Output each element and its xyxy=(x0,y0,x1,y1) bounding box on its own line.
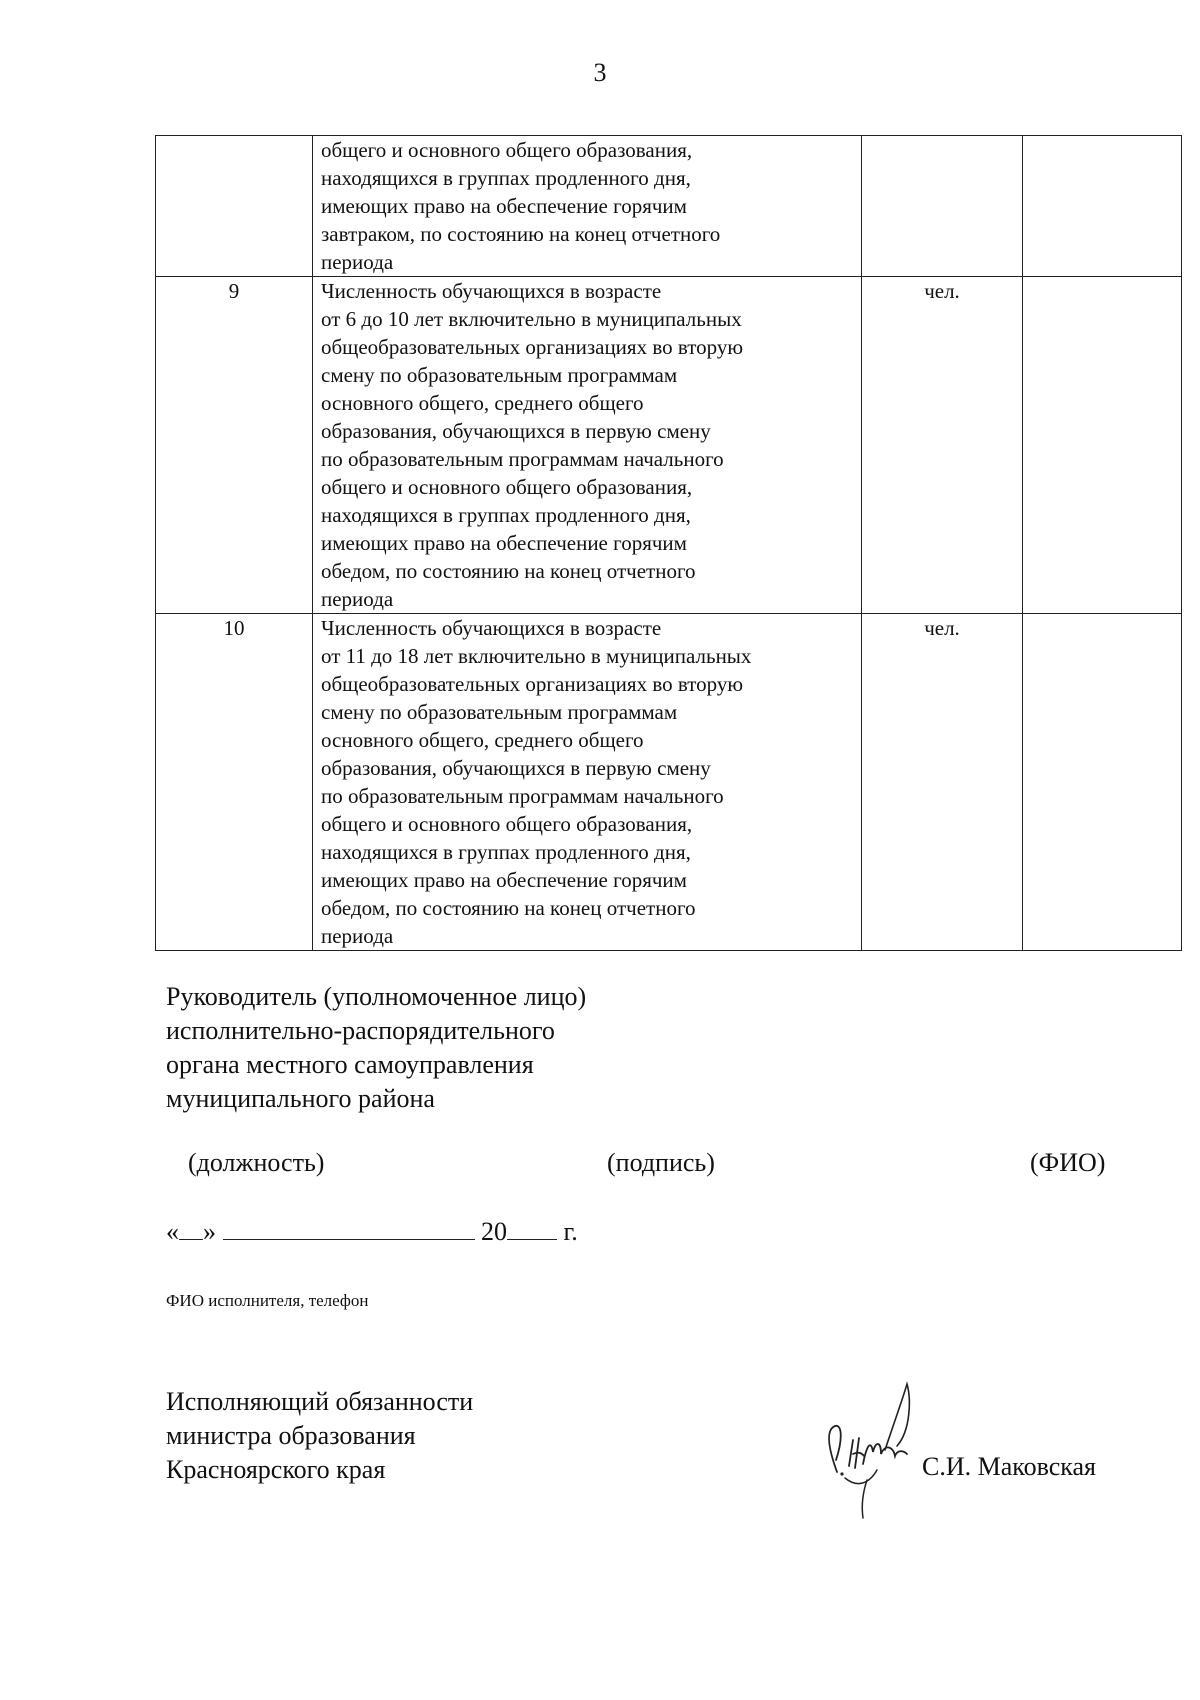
row-description: общего и основного общего образования, находящихся в группах продленного дня, имеющих право на обеспечение горячим завтраком, по состоянию на конец отчетного периода xyxy=(313,136,862,277)
row-value xyxy=(1023,136,1182,277)
page-number: 3 xyxy=(593,58,607,87)
row-description: Численность обучающихся в возрасте от 6 до 10 лет включительно в муниципальных общеобразовательных организациях во вторую смену по образовательным программам основного общего, среднего общего образования, обучающихся в первую смену по образовательным программам начального общего и основного общего образования, находящихся в группах продленного дня, имеющих право на обеспечение горячим обедом, по состоянию на конец отчетного периода xyxy=(313,277,862,614)
date-close-quote: » xyxy=(203,1217,216,1246)
table-row xyxy=(156,614,1182,951)
row-description: Численность обучающихся в возрасте от 11 до 18 лет включительно в муниципальных общеобразовательных организациях во вторую смену по образовательным программам основного общего, среднего общего образования, обучающихся в первую смену по образовательным программам начального общего и основного общего образования, находящихся в группах продленного дня, имеющих право на обеспечение горячим обедом, по состоянию на конец отчетного периода xyxy=(313,614,862,951)
handwritten-signature-icon xyxy=(815,1380,920,1520)
position-label: (должность) xyxy=(188,1148,325,1177)
row-number: 10 xyxy=(156,614,313,951)
row-number xyxy=(156,136,313,277)
day-blank xyxy=(179,1215,203,1240)
signature-label: (подпись) xyxy=(607,1148,715,1177)
row-value xyxy=(1023,277,1182,614)
year-blank xyxy=(507,1215,557,1240)
year-suffix: г. xyxy=(563,1217,578,1246)
month-blank xyxy=(223,1215,475,1240)
head-official-title: Руководитель (уполномоченное лицо) исполнительно-распорядительного органа местного самоуправления муниципального района xyxy=(166,982,587,1113)
table-row xyxy=(156,136,1182,277)
row-number: 9 xyxy=(156,277,313,614)
date-open-quote: « xyxy=(166,1217,179,1246)
report-table xyxy=(155,135,1182,951)
row-unit: чел. xyxy=(862,277,1023,614)
date-line xyxy=(166,1215,578,1247)
minister-name: С.И. Маковская xyxy=(922,1452,1096,1481)
row-unit: чел. xyxy=(862,614,1023,951)
row-unit xyxy=(862,136,1023,277)
executor-contact-label: ФИО исполнителя, телефон xyxy=(166,1291,369,1310)
minister-title: Исполняющий обязанности министра образования Красноярского края xyxy=(166,1387,474,1484)
row-value xyxy=(1023,614,1182,951)
table-row xyxy=(156,277,1182,614)
fio-label: (ФИО) xyxy=(1030,1148,1106,1177)
year-prefix: 20 xyxy=(481,1217,507,1246)
